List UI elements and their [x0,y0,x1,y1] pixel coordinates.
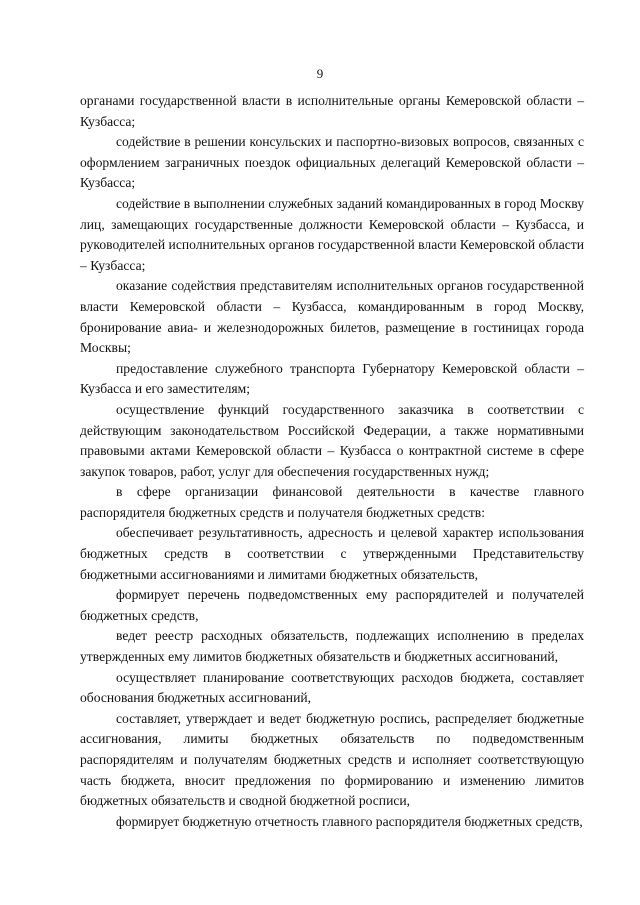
paragraph: формирует бюджетную отчетность главного распорядителя бюджетных средств, [116,813,583,829]
paragraph: обеспечивает результативность, адресность и целевой характер использования бюджетных средств в соответствии с утвержденными Представительству бюджетными ассигнованиями и лимитами бюджетных обязательств, [80,525,584,582]
paragraph-continuation: органами государственной власти в исполнительные органы Кемеровской области – Кузбасса; [80,93,584,129]
paragraph: ведет реестр расходных обязательств, подлежащих исполнению в пределах утвержденных ему лимитов бюджетных обязательств и бюджетных ассигнований, [80,628,584,665]
paragraph: содействие в выполнении служебных заданий командированных в город Москву лиц, замещающих государственные должности Кемеровской области – Кузбасса, и руководителей исполнительных органов государственной власти Кемеровской области – Кузбасса; [80,195,584,273]
paragraph: предоставление служебного транспорта Губернатору Кемеровской области – Кузбасса и его заместителям; [80,360,584,397]
paragraph: в сфере организации финансовой деятельности в качестве главного распорядителя бюджетных средств и получателя бюджетных средств: [80,484,584,520]
paragraph: содействие в решении консульских и паспортно-визовых вопросов, связанных с оформлением заграничных поездок официальных делегаций Кемеровской области – Кузбасса; [80,134,584,191]
paragraph: формирует перечень подведомственных ему распорядителей и получателей бюджетных средств, [80,587,584,623]
paragraph: осуществление функций государственного заказчика в соответствии с действующим законодательством Российской Федерации, а также нормативными правовыми актами Кемеровской области – Кузбасса о контрактной системе в сфере закупок товаров, работ, услуг для обеспечения государственных нужд; [80,401,584,479]
paragraph: оказание содействия представителям исполнительных органов государственной власти Кемеровской области – Кузбасса, командированным в город Москву, бронирование авиа- и железнодорожных билетов, размещение в гостиницах города Москвы; [80,278,584,356]
page-number: 9 [316,66,324,81]
paragraph: составляет, утверждает и ведет бюджетную роспись, распределяет бюджетные ассигнования, лимиты бюджетных обязательств по подведомственным распорядителям и получателям бюджетных средств и исполняет соответствующую часть бюджета, вносит предложения по формированию и изменению лимитов бюджетных обязательств и сводной бюджетной росписи, [80,710,584,809]
paragraph: осуществляет планирование соответствующих расходов бюджета, составляет обоснования бюджетных ассигнований, [80,669,584,706]
document-body [80,91,584,832]
